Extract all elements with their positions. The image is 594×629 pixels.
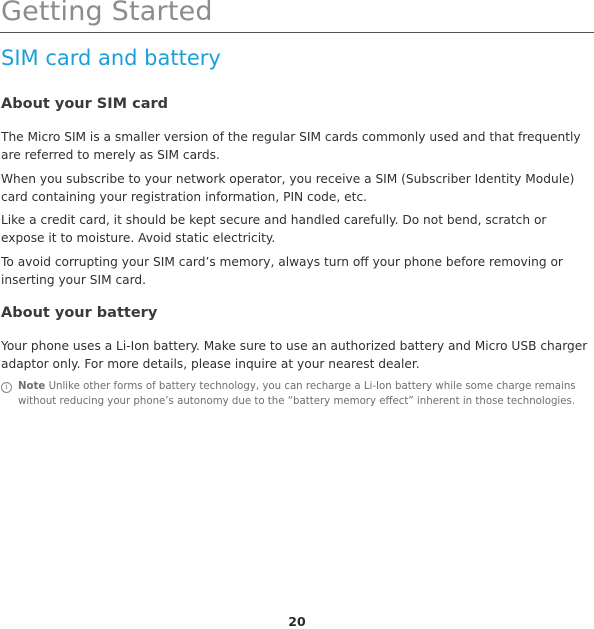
note-label: Note bbox=[18, 381, 46, 392]
battery-paragraph-1: Your phone uses a Li-Ion battery. Make sure to use an authorized battery and Micro USB charger adaptor only. For more details, please inquire at your nearest dealer. bbox=[1, 339, 588, 371]
sim-paragraph-4: To avoid corrupting your SIM card’s memory, always turn off your phone before removing or inserting your SIM card. bbox=[1, 255, 563, 287]
sim-card-heading: About your SIM card bbox=[1, 96, 169, 112]
info-icon: i bbox=[1, 382, 12, 393]
sim-paragraph-1: The Micro SIM is a smaller version of the regular SIM cards commonly used and that frequently are referred to merely as SIM cards. bbox=[1, 130, 581, 162]
chapter-title: Getting Started bbox=[1, 0, 213, 27]
section-title: SIM card and battery bbox=[1, 46, 221, 70]
note-text bbox=[18, 380, 591, 409]
page-number: 20 bbox=[288, 614, 306, 629]
note-box bbox=[1, 380, 591, 409]
sim-paragraph-3: Like a credit card, it should be kept secure and handled carefully. Do not bend, scratch or expose it to moisture. Avoid static electricity. bbox=[1, 213, 547, 245]
battery-heading: About your battery bbox=[1, 305, 158, 321]
sim-paragraph-2: When you subscribe to your network operator, you receive a SIM (Subscriber Identity Module) card containing your registration information, PIN code, etc. bbox=[1, 172, 575, 204]
note-body: Unlike other forms of battery technology, you can recharge a Li-Ion battery while some charge remains without reducing your phone’s autonomy due to the “battery memory effect” inherent in those technologies. bbox=[18, 381, 576, 407]
header-divider bbox=[0, 32, 594, 33]
